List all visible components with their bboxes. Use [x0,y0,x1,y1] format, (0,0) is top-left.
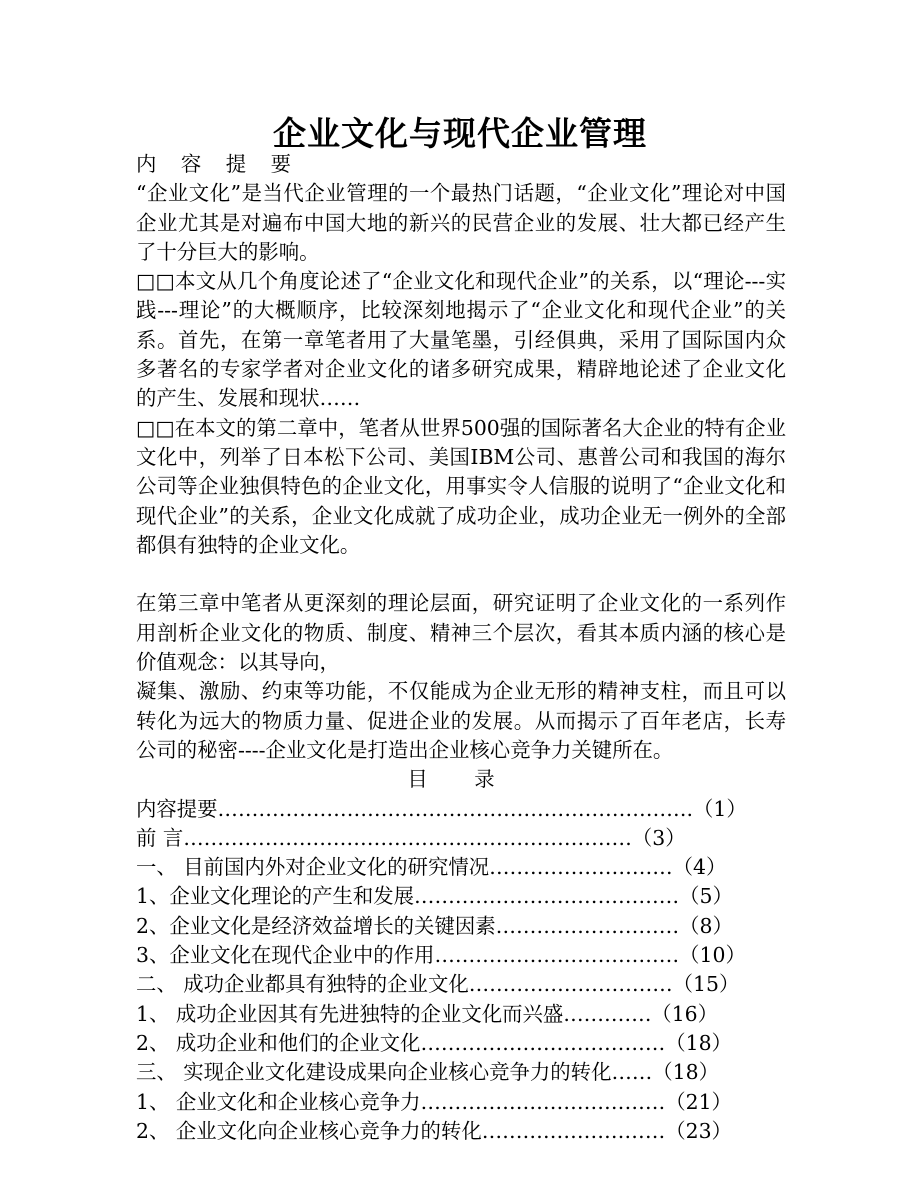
toc-entry: 二、 成功企业都具有独特的企业文化…………………………（15） [136,972,740,997]
toc-entry: 2、企业文化是经济效益增长的关键因素………………………（8） [136,913,733,938]
summary-paragraph-1: “企业文化”是当代企业管理的一个最热门话题，“企业文化”理论对中国企业尤其是对遍布中国大地的新兴的民营企业的发展、壮大都已经产生了十分巨大的影响。 [136,181,786,264]
toc-entry: 1、 成功企业因其有先进独特的企业文化而兴盛………….（16） [136,1001,719,1026]
toc-entry: 前 言…………………………………………………………（3） [136,825,686,850]
document-title: 企业文化与现代企业管理 [273,114,647,153]
summary-heading: 内 容 提 要 [136,152,301,176]
toc-entry: 3、企业文化在现代企业中的作用………………………………（10） [136,943,746,968]
toc-entry: 1、 企业文化和企业核心竞争力………………………………（21） [136,1089,732,1114]
summary-paragraph-2: □□本文从几个角度论述了“企业文化和现代企业”的关系，以“理论---实践---理论”的大概顺序，比较深刻地揭示了“企业文化和现代企业”的关系。首先，在第一章笔者用了大量笔墨，引经俱典，采用了国际国内众多著名的专家学者对企业文化的诸多研究成果，精辟地论述了企业文化的产生、发展和现状…… [136,269,786,411]
table-of-contents [136,795,786,1147]
toc-entry: 一、 目前国内外对企业文化的研究情况………………………（4） [136,855,727,880]
summary-paragraph-5: 凝集、激励、约束等功能，不仅能成为企业无形的精神支柱，而且可以转化为远大的物质力量、促进企业的发展。从而揭示了百年老店，长寿公司的秘密----企业文化是打造出企业核心竞争力关键所在。 [136,679,786,762]
summary-paragraph-4: 在第三章中笔者从更深刻的理论层面，研究证明了企业文化的一系列作用剖析企业文化的物质、制度、精神三个层次，看其本质内涵的核心是价值观念：以其导向， [136,591,786,675]
toc-entry: 三、 实现企业文化建设成果向企业核心竞争力的转化……（18） [136,1060,719,1085]
document-body [136,150,786,1146]
toc-entry: 2、 成功企业和他们的企业文化………………………………（18） [136,1030,732,1055]
toc-entry: 2、 企业文化向企业核心竞争力的转化………………………（23） [136,1118,732,1143]
toc-entry: 内容提要…………………………………………………………….（1） [136,796,747,821]
paragraph-spacer [136,560,786,589]
toc-entry: 1、企业文化理论的产生和发展…………………………………（5） [136,884,733,909]
summary-paragraph-3: □□在本文的第二章中，笔者从世界500强的国际著名大企业的特有企业文化中，列举了日本松下公司、美国IBM公司、惠普公司和我国的海尔公司等企业独俱特色的企业文化，用事实令人信服的说明了“企业文化和现代企业”的关系，企业文化成就了成功企业，成功企业无一例外的全部都俱有独特的企业文化。 [136,415,786,557]
toc-heading: 目 录 [407,767,515,792]
